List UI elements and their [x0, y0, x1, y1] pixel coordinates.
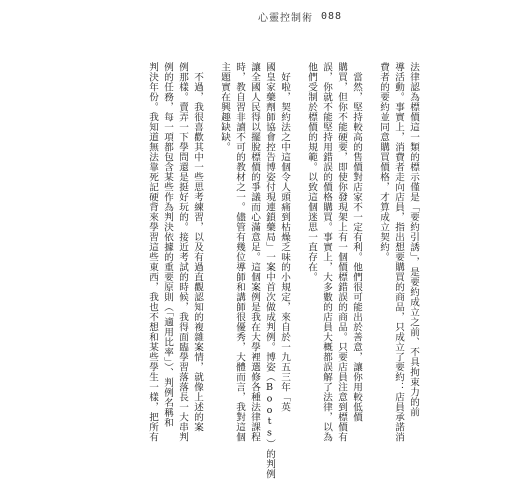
- text-column: 例的任務，每一項都包含某些作為判決依據的重要原則（「適用比率」）、判例名稱和: [162, 62, 173, 428]
- book-title: 心靈控制術: [257, 12, 313, 24]
- text-column: 主題實在興趣缺缺。: [219, 62, 230, 152]
- paragraph-gap: [206, 62, 216, 482]
- text-column: 國皇家藥劑師協會控告博姿付現連鎖藥局」一案中首次做成判例。博姿（Boots）的判例: [264, 62, 275, 479]
- text-column: 讓全國人民得以擺脫標價的爭議而心滿意足。這個案例是我在大學裡選修各種法律課程: [249, 62, 260, 442]
- text-column: 法律認為標價這一類的標示僅是「要約引誘」，是要約成立之前、不具拘束力的前: [408, 62, 419, 418]
- paragraph-gap: [293, 62, 303, 482]
- text-column: 時，教自習非讀不可的教材之一。儘管有幾位導師和講師很優秀，大體而言，我對這個: [234, 62, 245, 442]
- text-column: 費者的要約並同意購買價格，才算成立契約。: [378, 62, 389, 262]
- text-column: 當然，堅持較高的售價對店家不一定有利。他們很可能出於善意，讓你用較低價: [351, 62, 362, 422]
- text-column: 導活動。事實上，消費者走向店員，指出想要購買的商品，只成立了要約：店員承諾消: [393, 62, 404, 442]
- body-text: [120, 62, 420, 482]
- text-column: 好啦，契約法之中這個令人頭痛到枯燥乏味的小規定，來自於一九五三年「英: [279, 62, 290, 412]
- text-column: 他們受制於標價的規範。以致這個迷思一直存在。: [306, 62, 317, 282]
- text-column: 購買，但你不能硬要，即使你發現架上有一個價標錯誤的商品。只要店員注意到標價有: [336, 62, 347, 442]
- running-header: [200, 8, 400, 24]
- text-column: 判決年份。我知道無法靠死記硬背來學習這些東西，我也不想和某些學生一樣，把所有: [147, 62, 158, 442]
- paragraph-gap: [365, 62, 375, 482]
- text-column: 不過，我很喜歡其中一些思考練習，以及有過直觀認知的複雜案情，就像上述的案: [192, 62, 203, 432]
- page-number: 088: [320, 10, 343, 22]
- text-column: 例那樣。賣弄一下學問還是挺好玩的。接近考試的時候，我得面臨學習落落長一大串判: [177, 62, 188, 442]
- text-column: 誤，你就不能堅持用錯誤的價格購買。事實上，大多數的店員大概都誤解了法律，以為: [321, 62, 332, 442]
